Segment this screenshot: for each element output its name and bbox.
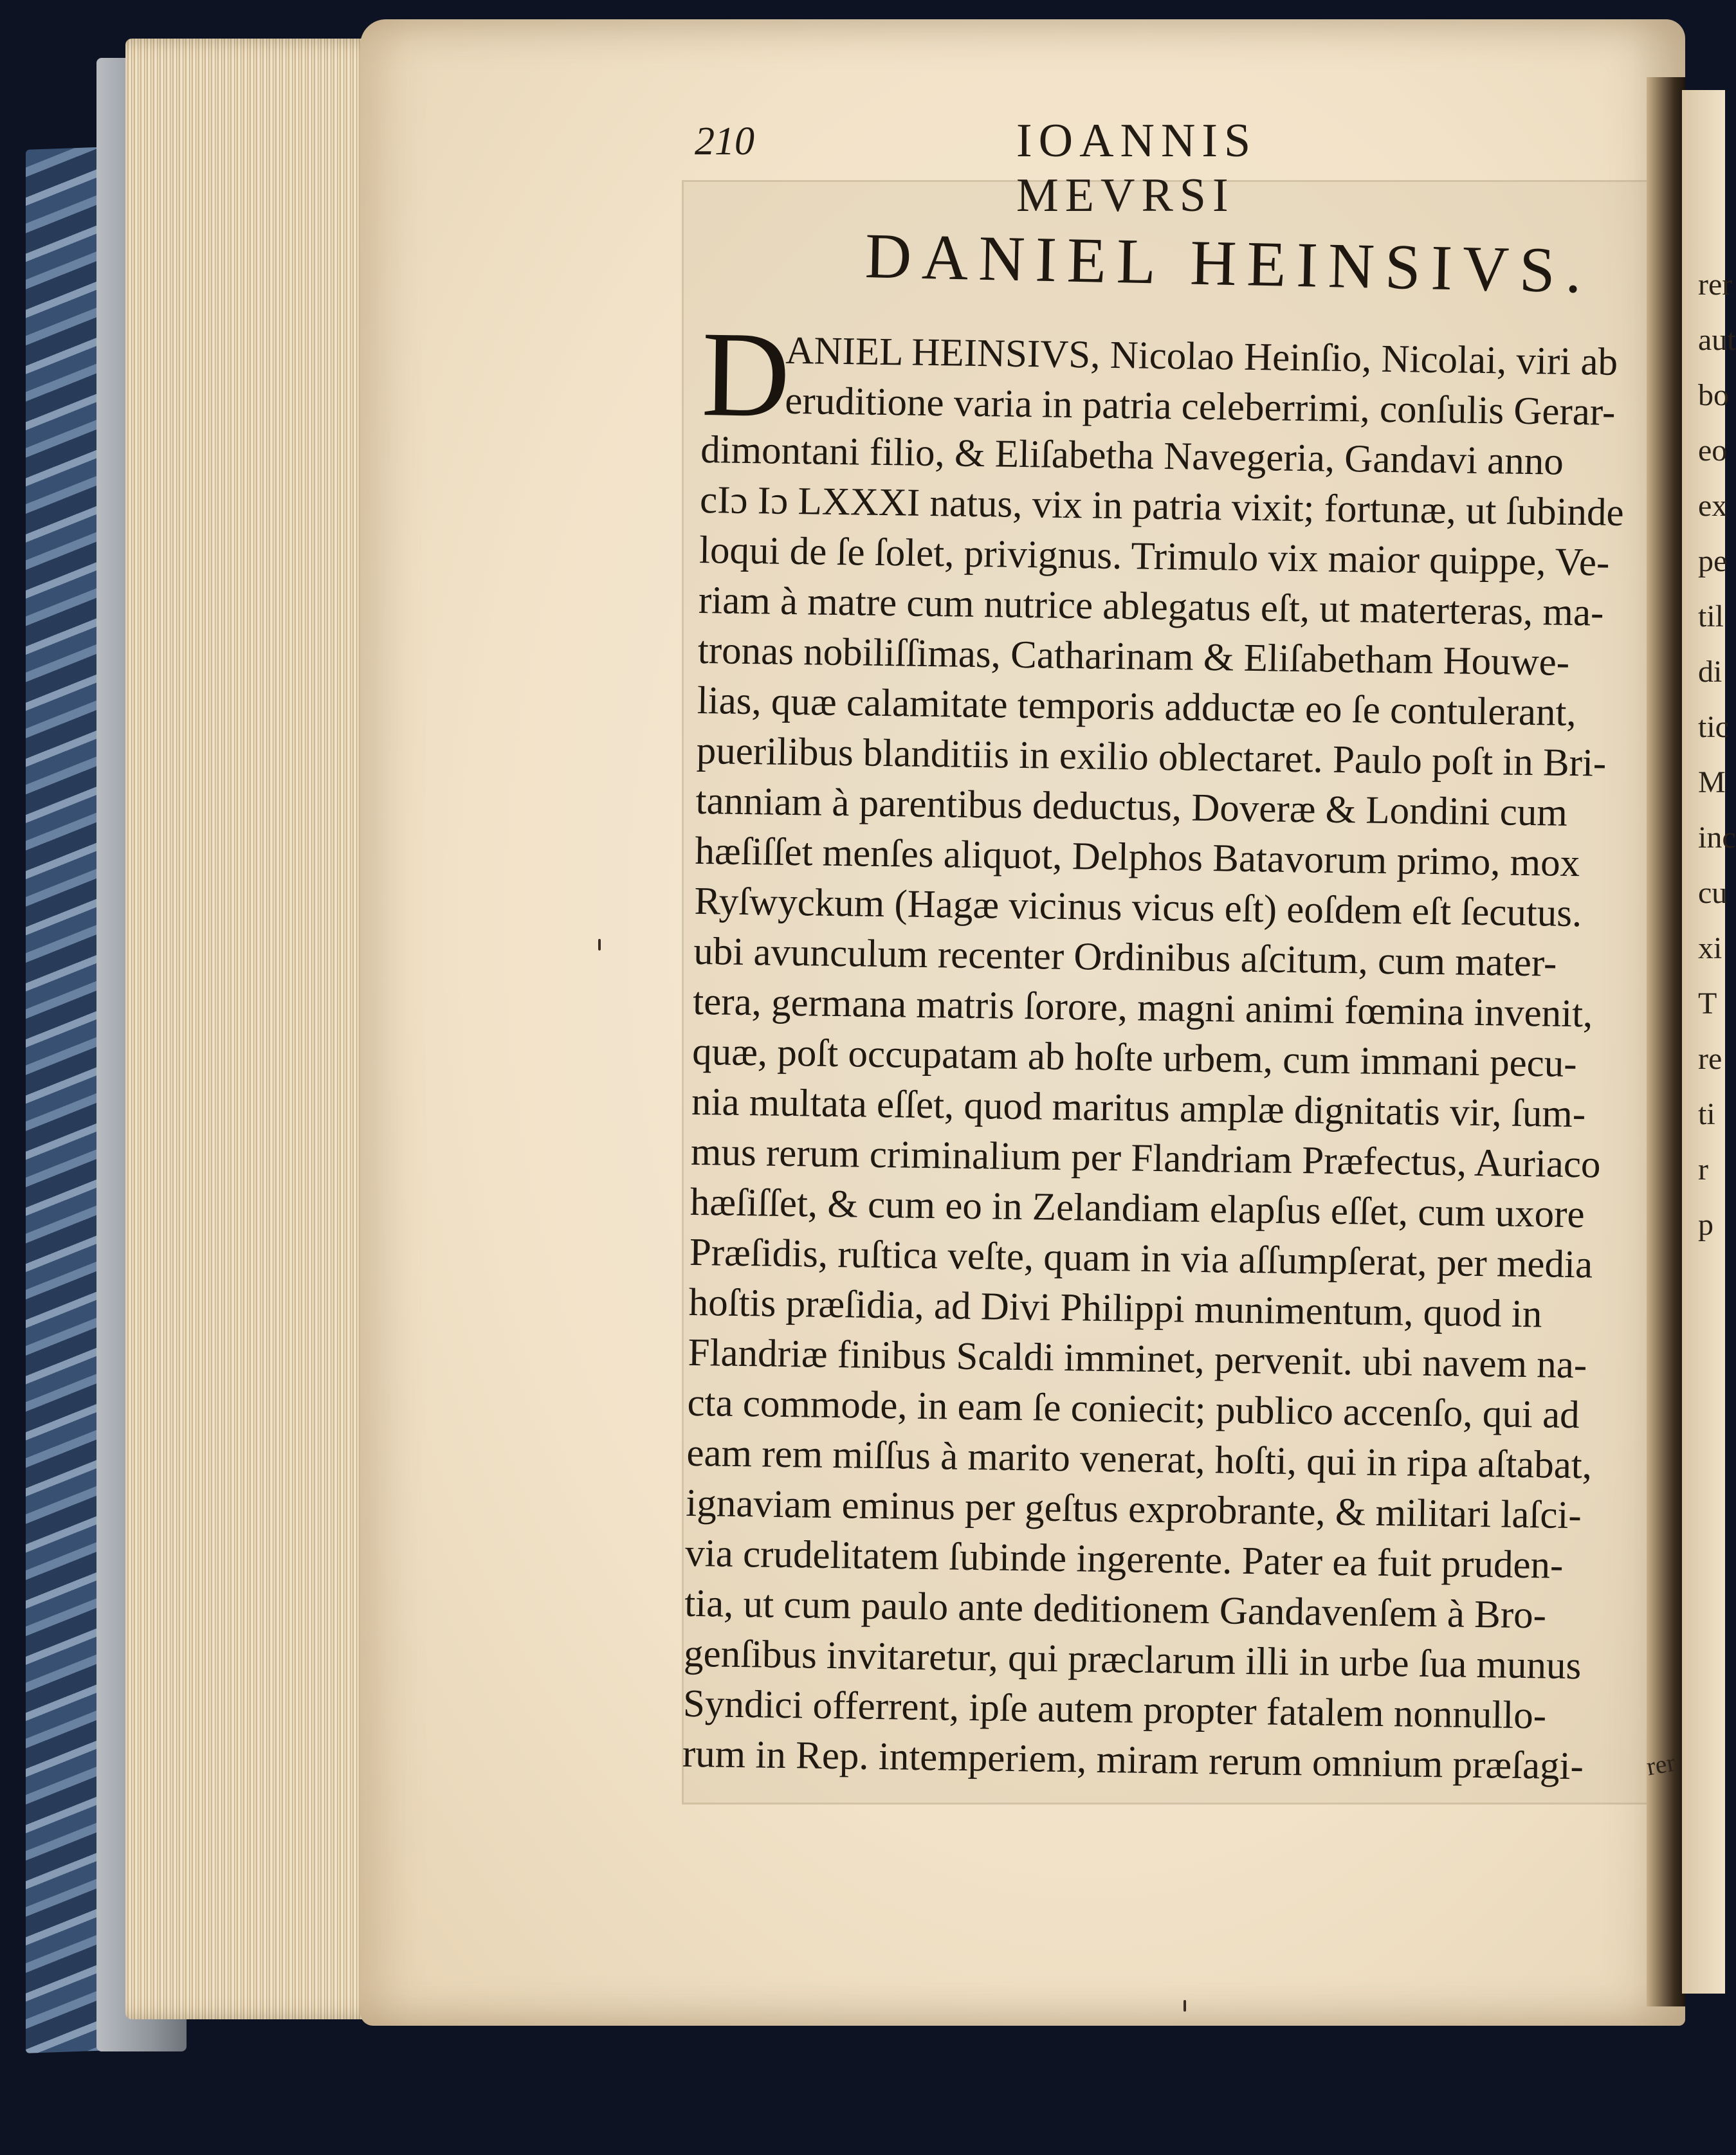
text-line: quæ, poſt occupatam ab hoſte urbem, cum immani pecu- (691, 1030, 1578, 1086)
facing-fragment: T (1698, 987, 1717, 1021)
text-line: eruditione varia in patria celeberrimi, conſulis Gerar- (784, 379, 1616, 434)
text-line: riam à matre cum nutrice ablegatus eſt, ut materteras, ma- (698, 578, 1604, 635)
facing-page-fragments (1698, 257, 1736, 1253)
text-line: genſibus invitaretur, qui præclarum illi in urbe ſua munus (683, 1632, 1582, 1688)
text-line: ubi avunculum recenter Ordinibus aſcitum, cum mater- (693, 929, 1557, 985)
facing-fragment: di (1698, 655, 1722, 689)
drop-cap: D (700, 307, 791, 443)
facing-fragment: bo (1698, 378, 1729, 412)
text-line: via crudelitatem ſubinde ingerente. Pater ea fuit pruden- (684, 1531, 1564, 1587)
text-line: eam rem miſſus à marito venerat, hoſti, qui in ripa aſtabat, (686, 1431, 1593, 1487)
text-line: Ryſwyckum (Hagæ vicinus vicus eſt) eoſdem eſt ſecutus. (694, 879, 1582, 936)
text-line: rum in Rep. intemperiem, miram rerum omnium præſagi- (682, 1732, 1584, 1788)
text-line: puerilibus blanditiis in exilio oblectaret. Paulo poſt in Bri- (696, 729, 1607, 785)
body-text (682, 307, 1679, 1793)
text-line: hoſtis præſidia, ad Divi Philippi munimentum, quod in (688, 1280, 1542, 1336)
facing-fragment: xi (1698, 931, 1722, 965)
text-line: Flandriæ finibus Scaldi imminet, pervenit. ubi navem na- (688, 1331, 1587, 1387)
text-line: hæſiſſet, & cum eo in Zelandiam elapſus eſſet, cum uxore (690, 1180, 1585, 1237)
facing-fragment: r (1698, 1152, 1708, 1187)
facing-fragment: re (1698, 1042, 1722, 1076)
facing-fragment: ti (1698, 1097, 1715, 1131)
facing-fragment: M (1698, 765, 1726, 799)
text-line: cIɔ Iɔ LXXXI natus, vix in patria vixit; fortunæ, ut ſubinde (699, 478, 1625, 535)
text-line: loqui de ſe ſolet, privignus. Trimulo vix maior quippe, Ve- (699, 528, 1610, 585)
facing-fragment: til (1698, 599, 1724, 633)
text-line: hæſiſſet menſes aliquot, Delphos Batavorum primo, mox (695, 829, 1580, 886)
chapter-title: DANIEL HEINSIVS. (864, 220, 1593, 307)
page-block-edges (125, 39, 396, 2019)
text-line: lias, quæ calamitate temporis adductæ eo ſe contulerant, (697, 678, 1577, 735)
paper-speck (598, 939, 601, 950)
text-line: dimontani filio, & Eliſabetha Navegeria, Gandavi anno (700, 428, 1564, 484)
paper-speck (1183, 2000, 1186, 2012)
running-head: IOANNIS MEVRSI (1016, 114, 1257, 222)
facing-fragment: p (1698, 1208, 1713, 1242)
facing-fragment: eo (1698, 433, 1728, 468)
text-line: ANIEL HEINSIVS, Nicolao Heinſio, Nicolai, viri ab (785, 329, 1618, 384)
facing-fragment: tic (1698, 710, 1729, 744)
facing-fragment: rer (1698, 268, 1733, 302)
text-line: mus rerum criminalium per Flandriam Præfectus, Auriaco (690, 1130, 1601, 1187)
text-line: Præſidis, ruſtica veſte, quam in via aſſumpſerat, per media (689, 1230, 1593, 1287)
catchword: rer (1644, 1747, 1677, 1781)
text-line: tanniam à parentibus deductus, Doveræ & Londini cum (695, 779, 1568, 835)
facing-fragment: pe (1698, 544, 1728, 578)
facing-fragment: cu (1698, 876, 1728, 910)
text-line: tia, ut cum paulo ante deditionem Gandavenſem à Bro- (684, 1581, 1547, 1637)
facing-fragment: inc (1698, 821, 1736, 855)
facing-fragment: aut (1698, 323, 1736, 357)
text-line: ignaviam eminus per geſtus exprobrante, & militari laſci- (685, 1481, 1582, 1538)
page-number: 210 (695, 120, 754, 163)
text-line: cta commode, in eam ſe coniecit; publico accenſo, qui ad (687, 1381, 1580, 1437)
text-line: tera, germana matris ſorore, magni animi fœmina invenit, (692, 979, 1593, 1036)
facing-fragment: ex (1698, 489, 1728, 523)
text-line: tronas nobiliſſimas, Catharinam & Eliſabetham Houwe- (697, 628, 1570, 684)
text-line: Syndici offerrent, ipſe autem propter fatalem nonnullo- (682, 1682, 1547, 1738)
text-line: nia multata eſſet, quod maritus amplæ dignitatis vir, ſum- (691, 1080, 1586, 1136)
